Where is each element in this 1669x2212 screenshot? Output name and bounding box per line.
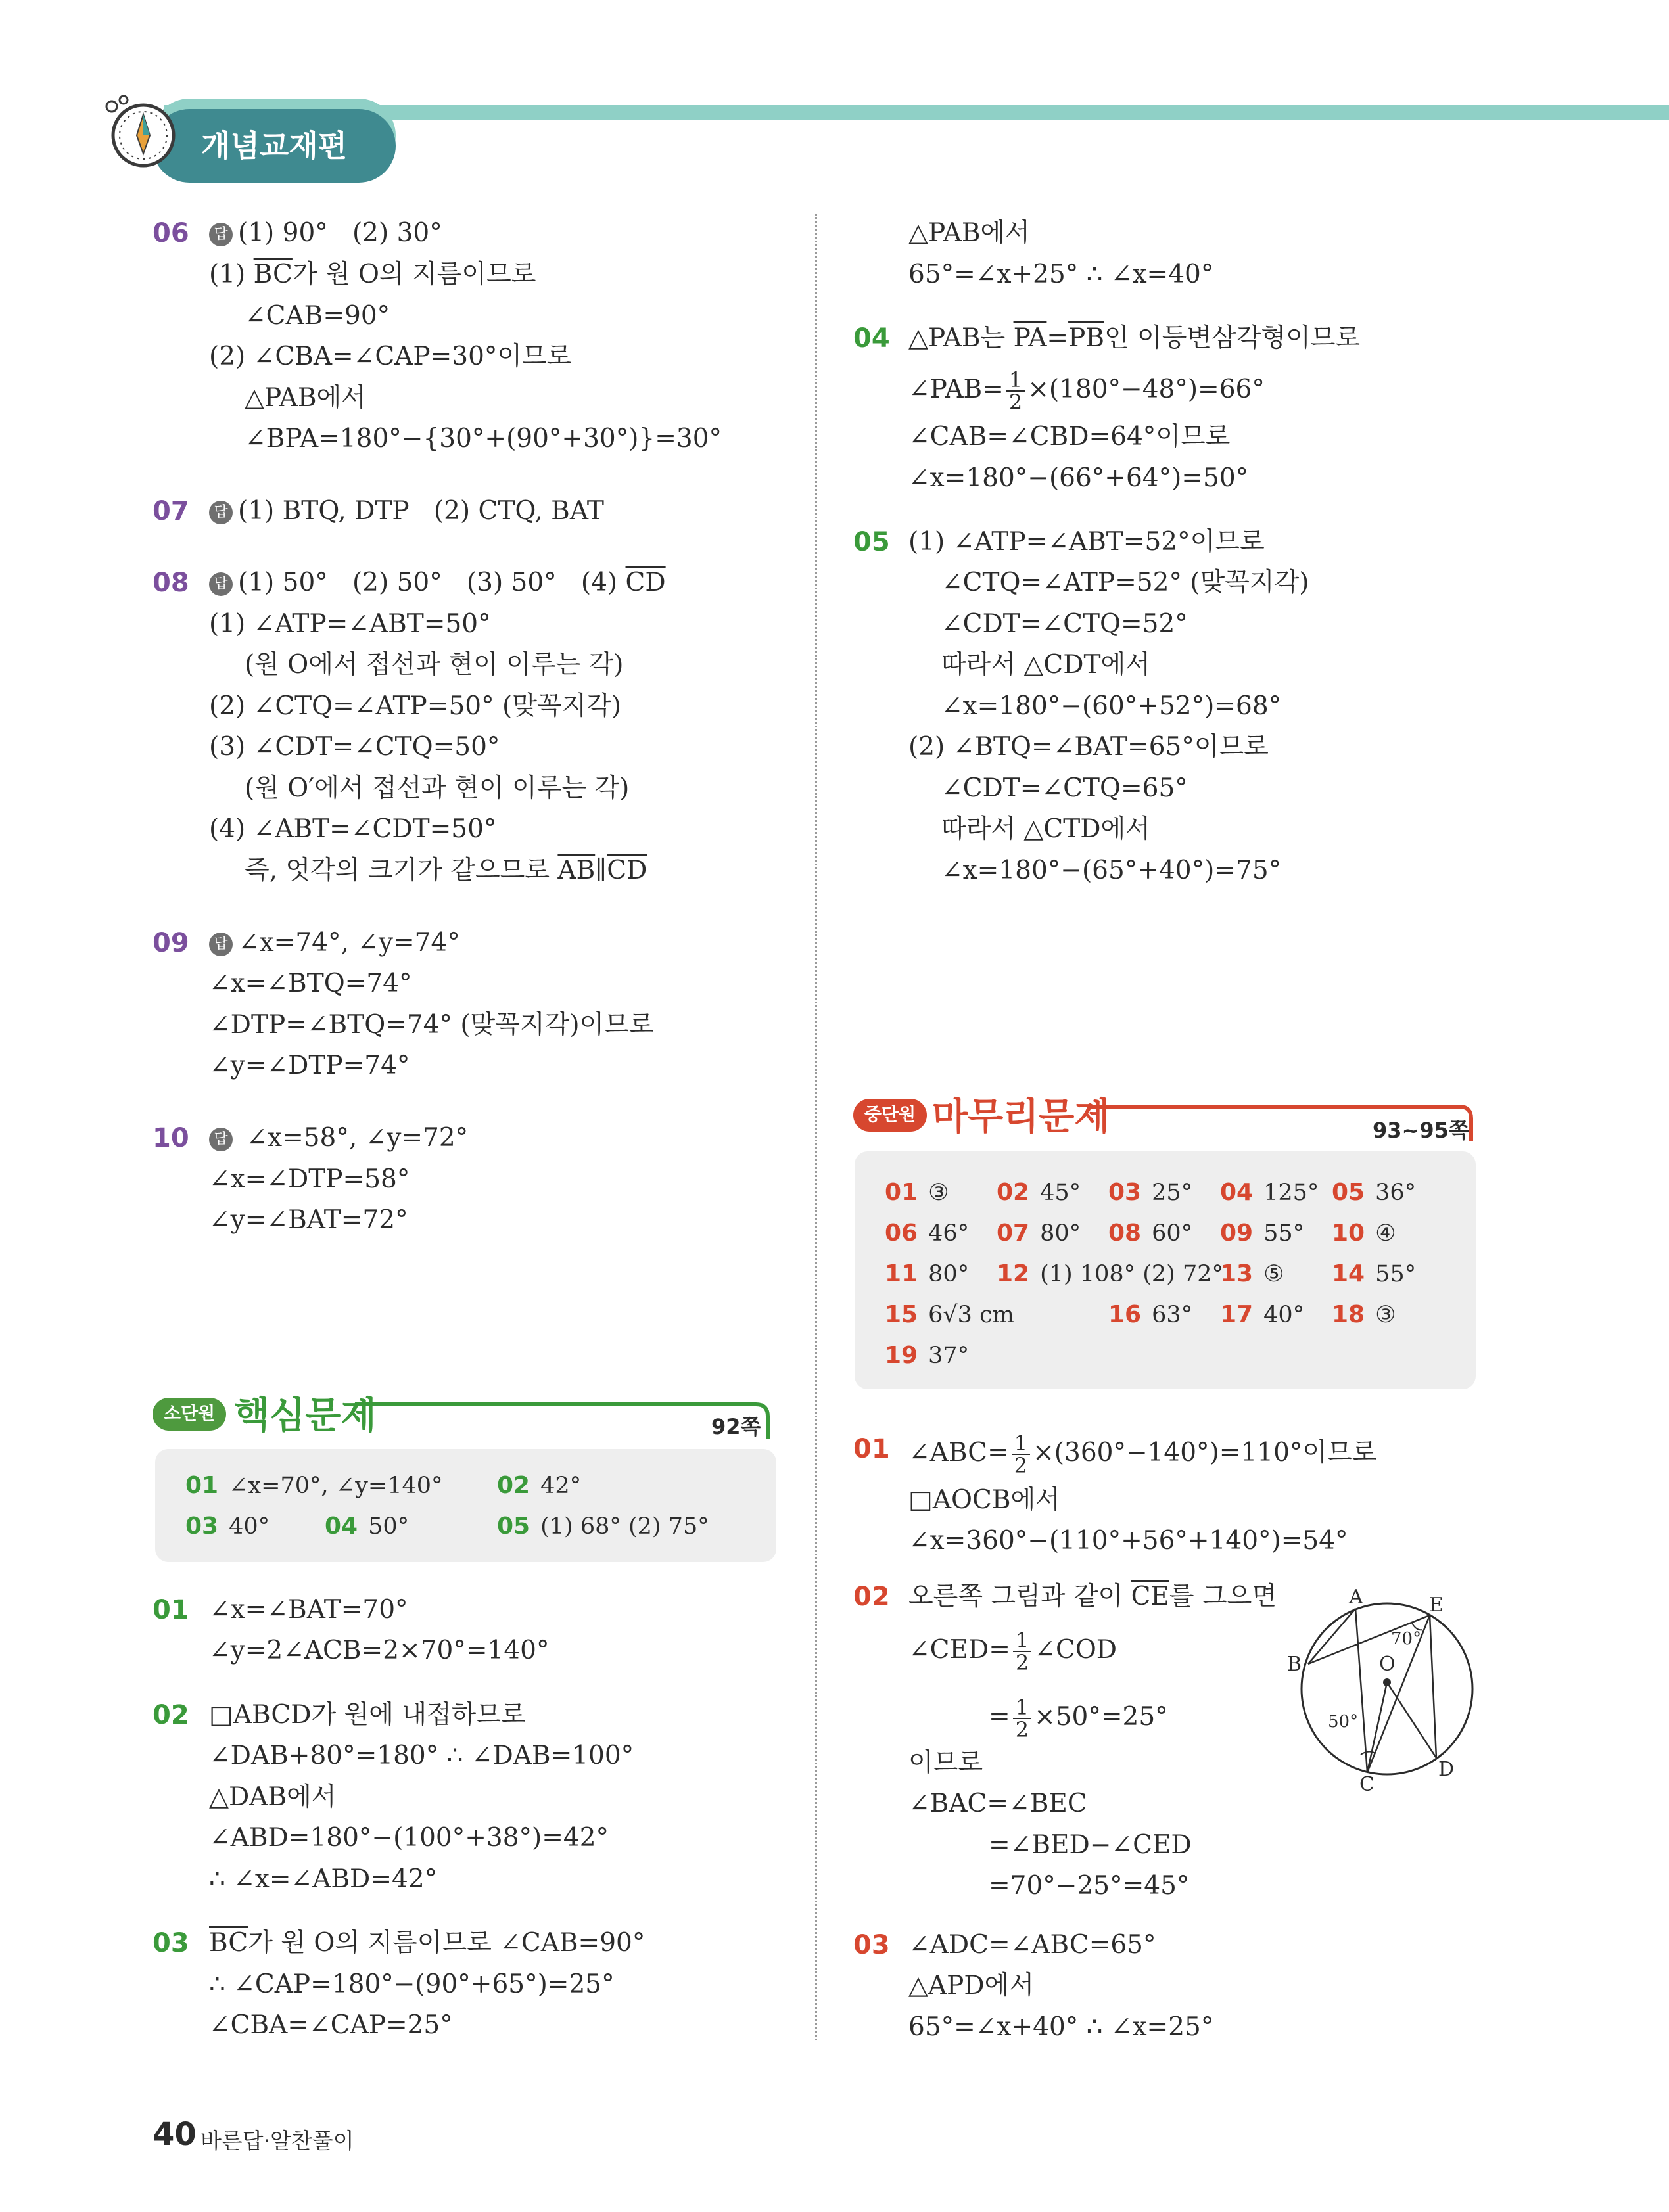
- solution-line: (1) ∠ATP=∠ABT=52°이므로: [908, 527, 1265, 557]
- answer-badge-icon: 답: [209, 501, 233, 524]
- solution-line: = $\frac{1}{2}$ ×50°=25°: [989, 1695, 1168, 1742]
- answer-line: 답 ∠x=74°, ∠y=74°: [209, 927, 460, 959]
- section-pill: 소단원: [153, 1398, 226, 1431]
- solution-line: (2) ∠CBA=∠CAP=30°이므로: [209, 342, 572, 371]
- circle-figure: [1275, 1584, 1486, 1794]
- solution-line: ∴ ∠CAP=180°−(90°+65°)=25°: [209, 1970, 615, 1999]
- solution-line: ∠CBA=∠CAP=25°: [209, 2010, 453, 2040]
- answer-cell: 05 (1) 68° (2) 75°: [497, 1513, 709, 1540]
- problem-number: 07: [153, 496, 189, 526]
- problem-number: 09: [153, 928, 189, 958]
- solution-line: $\overline{BC}$가 원 O의 지름이므로 ∠CAB=90°: [209, 1928, 646, 1958]
- answer-badge-icon: 답: [209, 572, 233, 596]
- solution-line: ∠x=180°−(60°+52°)=68°: [941, 691, 1282, 721]
- fraction: $\frac{1}{2}$: [1013, 1697, 1031, 1740]
- answer-cell: 10 ④: [1332, 1220, 1396, 1247]
- solution-line: =70°−25°=45°: [989, 1871, 1190, 1901]
- solution-line: □AOCB에서: [908, 1485, 1060, 1515]
- solution-line: ∠y=∠DTP=74°: [209, 1051, 410, 1080]
- problem-number: 01: [853, 1434, 890, 1464]
- solution-line: (4) ∠ABT=∠CDT=50°: [209, 814, 497, 844]
- answer-cell: 06 46°: [885, 1220, 970, 1247]
- solution-line: (3) ∠CDT=∠CTQ=50°: [209, 732, 500, 762]
- solution-line: ∠CED= $\frac{1}{2}$ ∠COD: [908, 1628, 1117, 1675]
- problem-number: 10: [153, 1123, 189, 1153]
- answer-box: [155, 1449, 776, 1562]
- footer-title: 바른답·알찬풀이: [200, 2128, 354, 2154]
- answer-cell: 16 63°: [1108, 1301, 1193, 1328]
- problem-number: 04: [853, 323, 890, 354]
- answer-cell: 18 ③: [1332, 1301, 1396, 1328]
- solution-line: ∠BAC=∠BEC: [908, 1789, 1087, 1818]
- figure-label: 70°: [1391, 1629, 1422, 1649]
- solution-line: ∠CDT=∠CTQ=65°: [941, 773, 1188, 803]
- solution-line: ∠PAB= $\frac{1}{2}$ ×(180°−48°)=66°: [908, 367, 1265, 415]
- answer-cell: 04 50°: [325, 1513, 410, 1540]
- section-page-ref: 93~95쪽: [1373, 1118, 1469, 1143]
- answer-cell: 01 ③: [885, 1179, 949, 1206]
- answer-badge-icon: 답: [209, 933, 233, 956]
- solution-line: (1) ∠ATP=∠ABT=50°: [209, 609, 491, 639]
- answer-cell: 13 ⑤: [1220, 1260, 1284, 1287]
- answer-cell: 03 40°: [185, 1513, 270, 1540]
- answer-badge-icon: 답: [209, 223, 233, 246]
- answer-cell: 05 36°: [1332, 1179, 1417, 1206]
- answer-cell: 02 42°: [497, 1472, 582, 1499]
- answer-cell: 19 37°: [885, 1342, 970, 1369]
- solution-line: ∠CDT=∠CTQ=52°: [941, 609, 1188, 639]
- column-divider: [815, 214, 817, 2040]
- solution-line: ∠x=∠BAT=70°: [209, 1595, 408, 1624]
- answer-line: 답 (1) 90° (2) 30°: [209, 217, 442, 250]
- answer-cell: 15 6√3 cm: [885, 1301, 1014, 1328]
- problem-number: 06: [153, 218, 189, 248]
- solution-line: 65°=∠x+25° ∴ ∠x=40°: [908, 260, 1214, 289]
- section-page-ref: 92쪽: [711, 1414, 761, 1439]
- problem-number: 05: [853, 527, 890, 557]
- solution-line: 즉, 엇각의 크기가 같으므로 $\overline{AB}\parallel\overline{CD}$: [245, 856, 647, 885]
- answer-cell: 07 80°: [997, 1220, 1081, 1247]
- solution-line: ∠x=∠DTP=58°: [209, 1164, 410, 1194]
- solution-line: (1) $\overline{BC}$가 원 O의 지름이므로: [209, 260, 536, 289]
- solution-line: ∠x=360°−(110°+56°+140°)=54°: [908, 1526, 1348, 1555]
- solution-line: (2) ∠CTQ=∠ATP=50° (맞꼭지각): [209, 691, 622, 721]
- solution-line: ∠x=180°−(66°+64°)=50°: [908, 463, 1249, 493]
- solution-line: △APD에서: [908, 1971, 1035, 2000]
- answer-cell: 03 25°: [1108, 1179, 1193, 1206]
- solution-line: =∠BED−∠CED: [989, 1830, 1192, 1860]
- answer-cell: 11 80°: [885, 1260, 970, 1287]
- figure-label: C: [1359, 1773, 1375, 1794]
- solution-line: ∠DTP=∠BTQ=74° (맞꼭지각)이므로: [209, 1010, 654, 1040]
- answer-badge-icon: 답: [209, 1128, 233, 1151]
- page-number: 40: [153, 2116, 197, 2153]
- solution-line: 따라서 △CDT에서: [941, 650, 1150, 680]
- solution-line: ∠CAB=∠CBD=64°이므로: [908, 422, 1231, 451]
- solution-line: ∠x=∠BTQ=74°: [209, 969, 412, 998]
- solution-line: △DAB에서: [209, 1782, 337, 1812]
- solution-line: (원 O에서 접선과 현이 이루는 각): [245, 650, 624, 680]
- solution-line: (2) ∠BTQ=∠BAT=65°이므로: [908, 732, 1269, 762]
- answer-cell: 08 60°: [1108, 1220, 1193, 1247]
- answer-cell: 04 125°: [1220, 1179, 1319, 1206]
- solution-line: ∴ ∠x=∠ABD=42°: [209, 1864, 438, 1894]
- answer-line: 답 (1) BTQ, DTP (2) CTQ, BAT: [209, 495, 604, 528]
- solution-line: ∠DAB+80°=180° ∴ ∠DAB=100°: [209, 1741, 634, 1770]
- figure-label: D: [1438, 1758, 1455, 1781]
- solution-line: △PAB에서: [908, 218, 1030, 248]
- answer-cell: 14 55°: [1332, 1260, 1417, 1287]
- figure-label: 50°: [1328, 1712, 1359, 1732]
- problem-number: 01: [153, 1595, 189, 1625]
- solution-line: ∠x=180°−(65°+40°)=75°: [941, 856, 1282, 885]
- solution-line: ∠CAB=90°: [245, 301, 390, 331]
- solution-line: ∠ADC=∠ABC=65°: [908, 1930, 1156, 1960]
- answer-cell: 12 (1) 108° (2) 72°: [997, 1260, 1223, 1287]
- solution-line: 65°=∠x+40° ∴ ∠x=25°: [908, 2012, 1214, 2042]
- problem-number: 02: [153, 1700, 189, 1730]
- solution-line: △PAB에서: [245, 383, 366, 413]
- section-pill: 중단원: [853, 1099, 927, 1132]
- solution-line: ∠y=∠BAT=72°: [209, 1205, 408, 1235]
- figure-label: A: [1349, 1586, 1363, 1609]
- problem-number: 03: [153, 1928, 189, 1958]
- solution-line: ∠ABD=180°−(100°+38°)=42°: [209, 1823, 609, 1853]
- fraction: $\frac{1}{2}$: [1006, 369, 1025, 413]
- solution-line: 따라서 △CTD에서: [941, 814, 1150, 844]
- solution-line: 이므로: [908, 1748, 983, 1778]
- fraction: $\frac{1}{2}$: [1012, 1433, 1030, 1476]
- problem-number: 08: [153, 568, 189, 598]
- header-label: 개념교재편: [200, 128, 348, 164]
- answer-cell: 02 45°: [997, 1179, 1081, 1206]
- answer-cell: 17 40°: [1220, 1301, 1305, 1328]
- figure-label: O: [1379, 1653, 1396, 1676]
- problem-number: 03: [853, 1930, 890, 1960]
- solution-line: 오른쪽 그림과 같이 $\overline{CE}$를 그으면: [908, 1582, 1277, 1611]
- answer-line: 답 ∠x=58°, ∠y=72°: [209, 1122, 468, 1155]
- solution-line: ∠CTQ=∠ATP=52° (맞꼭지각): [941, 568, 1309, 597]
- answer-line: 답 (1) 50° (2) 50° (3) 50° (4) $\overline{CD}$: [209, 566, 666, 599]
- section-title: 마무리문제: [932, 1095, 1110, 1138]
- solution-line: ∠BPA=180°−{30°+(90°+30°)}=30°: [245, 424, 722, 453]
- solution-line: △PAB는 $\overline{PA}=\overline{PB}$인 이등변삼각형이므로: [908, 323, 1361, 353]
- answer-cell: 09 55°: [1220, 1220, 1305, 1247]
- solution-line: (원 O′에서 접선과 현이 이루는 각): [245, 773, 630, 803]
- answer-cell: 01 ∠x=70°, ∠y=140°: [185, 1472, 443, 1499]
- solution-line: ∠ABC= $\frac{1}{2}$ ×(360°−140°)=110°이므로: [908, 1431, 1377, 1478]
- figure-label: B: [1287, 1653, 1302, 1676]
- solution-line: □ABCD가 원에 내접하므로: [209, 1700, 526, 1730]
- fraction: $\frac{1}{2}$: [1013, 1630, 1031, 1673]
- solution-line: ∠y=2∠ACB=2×70°=140°: [209, 1636, 550, 1665]
- problem-number: 02: [853, 1582, 890, 1612]
- clock-icon: [97, 88, 176, 173]
- section-title: 핵심문제: [234, 1394, 377, 1437]
- figure-label: E: [1429, 1594, 1444, 1617]
